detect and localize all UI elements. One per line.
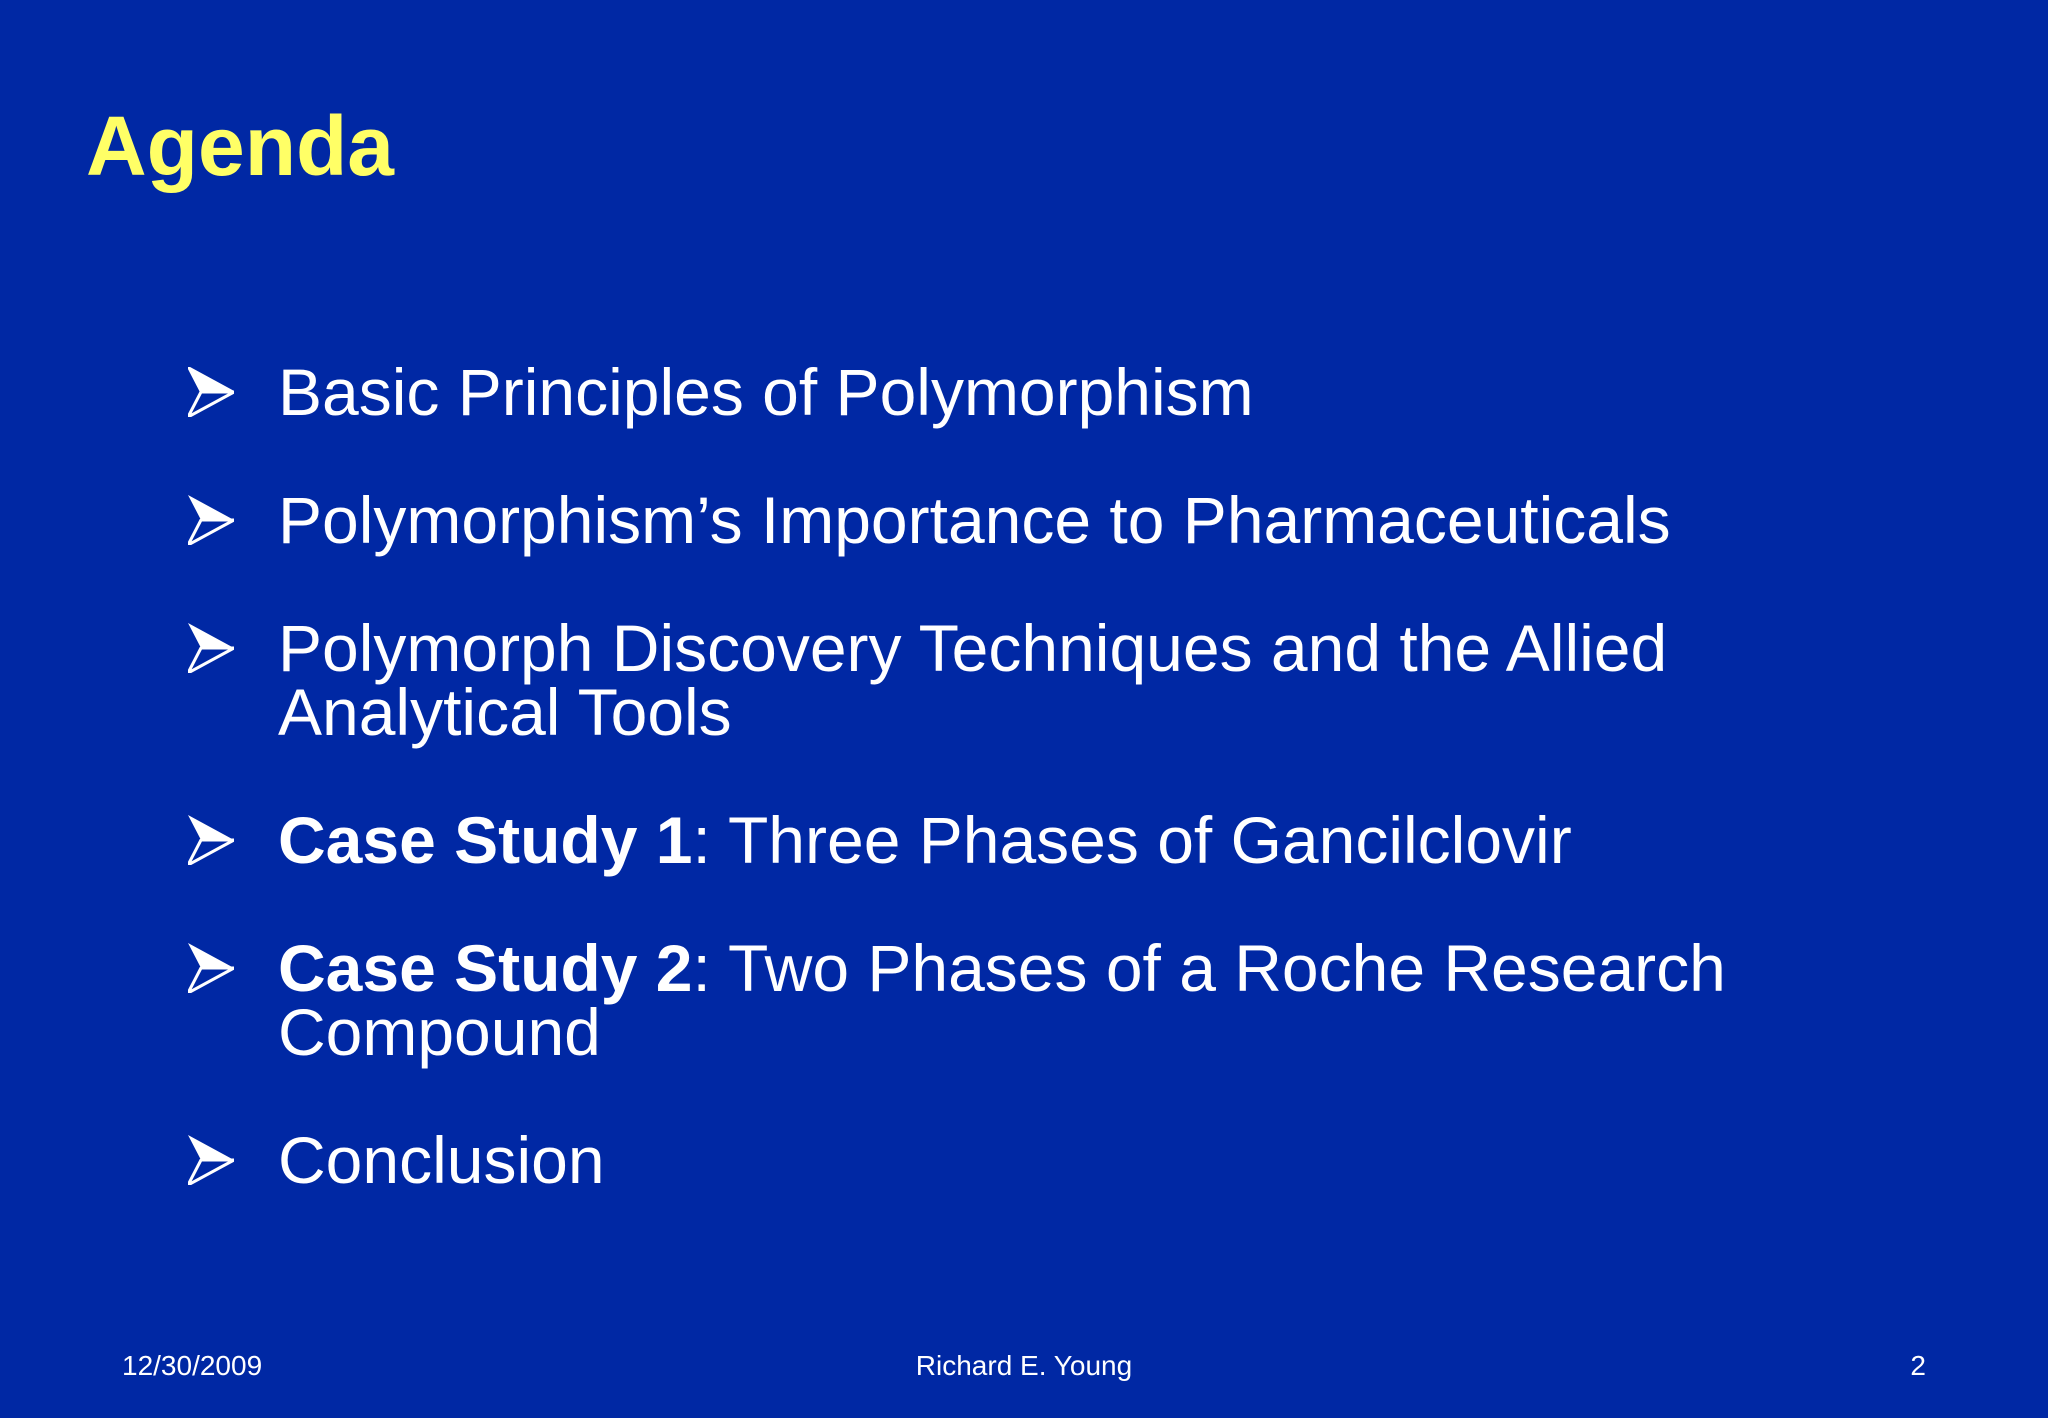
agenda-item-text — [278, 1123, 1908, 1197]
agenda-item — [188, 611, 1908, 749]
page-number: 2 — [1910, 1350, 1926, 1381]
agenda-item — [188, 1123, 1908, 1197]
agenda-item-text — [278, 483, 1908, 557]
slide-title: Agenda — [86, 99, 395, 193]
arrowhead-bullet-icon — [188, 808, 278, 872]
agenda-item-label: Polymorph Discovery Techniques and the Allied Analytical Tools — [278, 611, 1668, 749]
footer-author: Richard E. Young — [915, 1350, 1133, 1381]
agenda-list — [188, 355, 1908, 1197]
arrowhead-bullet-icon — [188, 1128, 278, 1192]
agenda-item — [188, 355, 1908, 429]
agenda-item-text — [278, 803, 1908, 877]
agenda-item-text — [278, 931, 1908, 1069]
agenda-item-text — [278, 611, 1908, 749]
agenda-item-label: : Two Phases of a Roche Research Compound — [278, 931, 1726, 1069]
agenda-item-label: Basic Principles of Polymorphism — [278, 355, 1254, 429]
agenda-item — [188, 931, 1908, 1069]
footer-date: 12/30/2009 — [122, 1350, 263, 1381]
arrowhead-bullet-icon — [188, 936, 278, 1000]
arrowhead-bullet-icon — [188, 488, 278, 552]
agenda-item-label: Conclusion — [278, 1123, 605, 1197]
agenda-item-label: : Three Phases of Gancilclovir — [692, 803, 1572, 877]
agenda-item-text — [278, 355, 1908, 429]
agenda-item-bold: Case Study 1 — [278, 803, 693, 877]
arrowhead-bullet-icon — [188, 616, 278, 680]
agenda-item — [188, 483, 1908, 557]
agenda-item-bold: Case Study 2 — [278, 931, 693, 1005]
arrowhead-bullet-icon — [188, 360, 278, 424]
agenda-item — [188, 803, 1908, 877]
agenda-item-label: Polymorphism’s Importance to Pharmaceuticals — [278, 483, 1671, 557]
